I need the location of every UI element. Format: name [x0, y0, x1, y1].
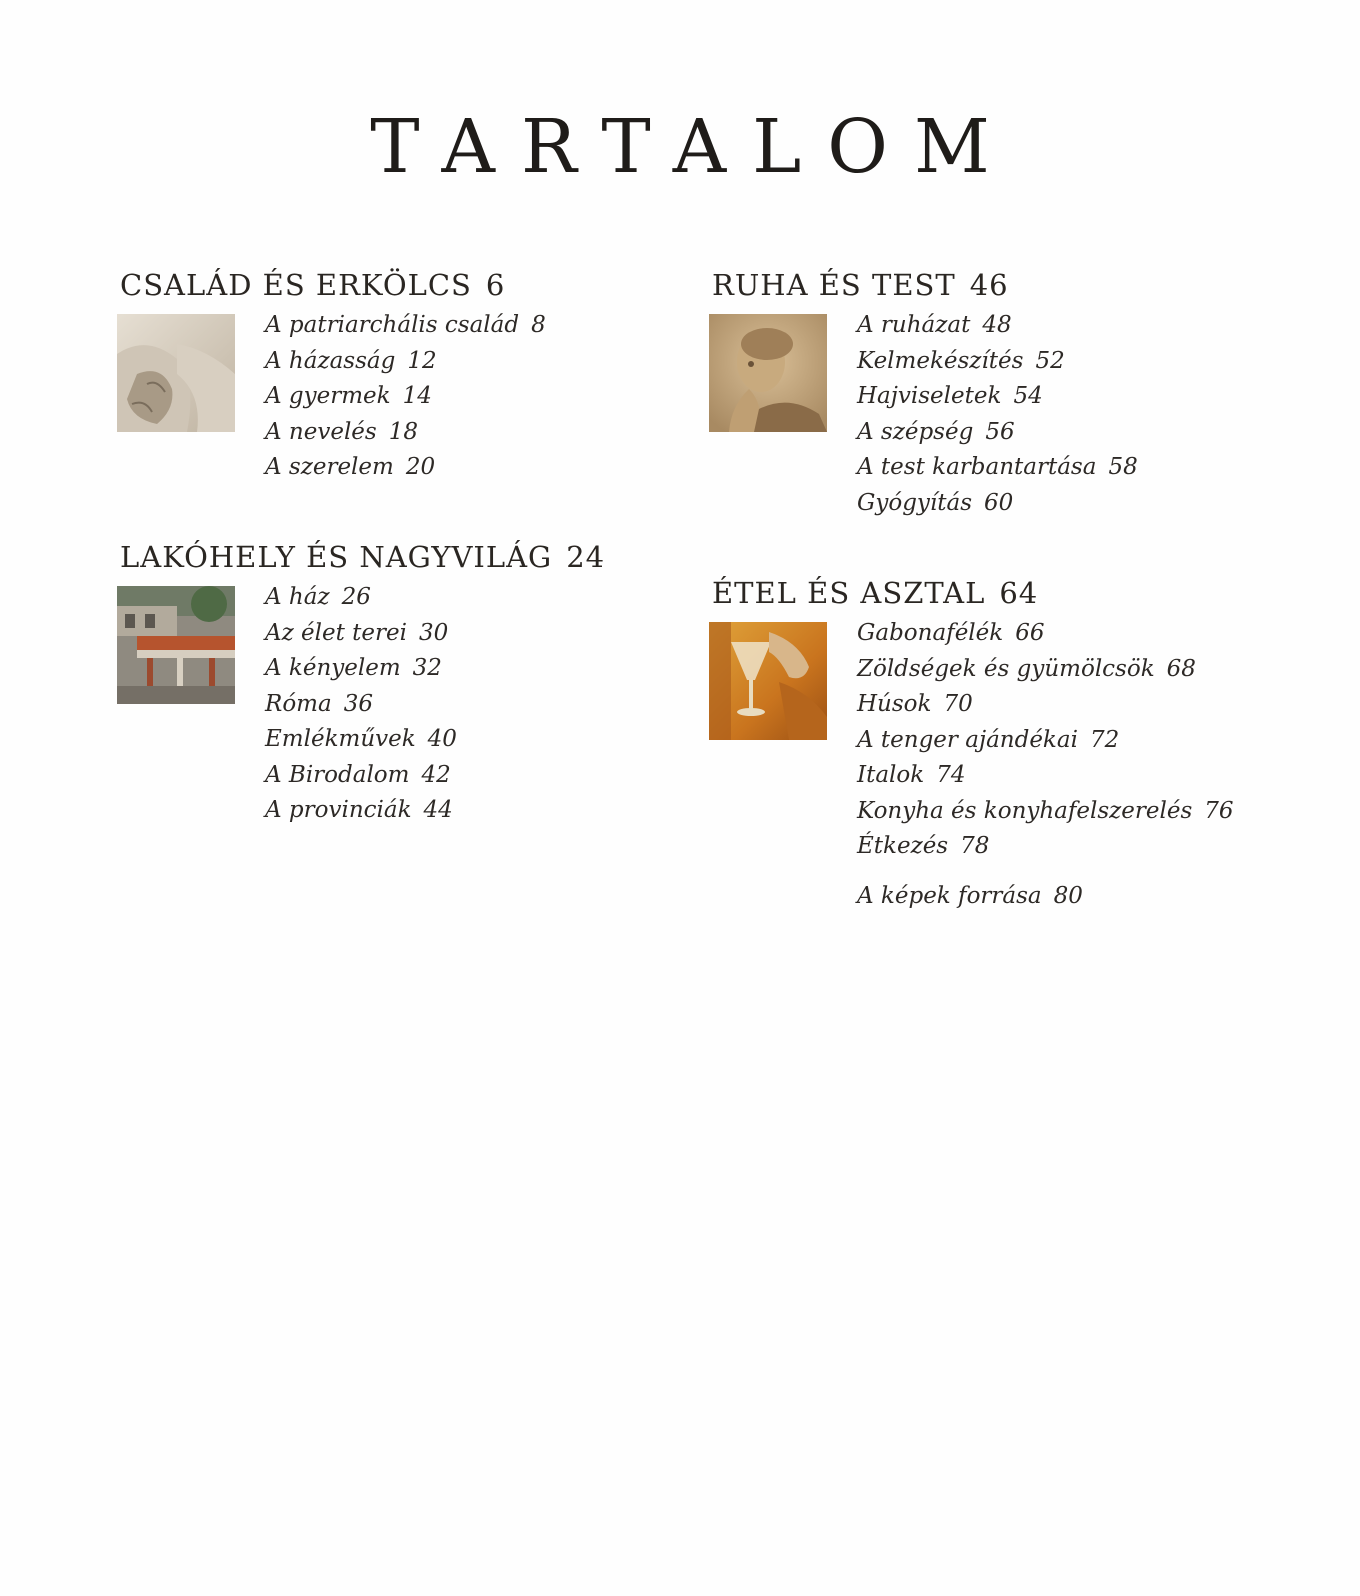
section-page-number: 24 [566, 540, 606, 574]
toc-item[interactable]: A szerelem 20 [265, 454, 436, 480]
section-page-number: 64 [999, 576, 1039, 610]
fresco-glass-thumbnail [709, 622, 827, 740]
section-heading[interactable] [120, 540, 605, 576]
marble-relief-thumbnail [117, 314, 235, 432]
toc-item[interactable]: A gyermek 14 [265, 383, 432, 409]
toc-section-etel [712, 576, 1234, 859]
toc-item[interactable]: A test karbantartása 58 [857, 454, 1138, 480]
toc-item[interactable]: Zöldségek és gyümölcsök 68 [857, 655, 1196, 682]
toc-item[interactable]: A provinciák 44 [265, 797, 453, 823]
toc-item[interactable]: A szépség 56 [857, 418, 1015, 445]
toc-item[interactable]: Emlékművek 40 [265, 726, 457, 752]
toc-item-credits[interactable]: A képek forrása 80 [857, 883, 1083, 909]
toc-item[interactable]: A nevelés 18 [265, 418, 419, 445]
toc-section-lakohely [120, 540, 606, 823]
toc-item[interactable]: Étkezés 78 [857, 833, 990, 859]
toc-item[interactable]: Gabonafélék 66 [857, 620, 1045, 646]
toc-item[interactable]: Hajviseletek 54 [857, 383, 1043, 409]
toc-item[interactable]: A házasság 12 [265, 347, 437, 374]
toc-section-csalad [120, 268, 546, 480]
toc-items [265, 580, 457, 829]
section-heading[interactable] [120, 268, 505, 304]
page-title: TARTALOM [370, 104, 1016, 190]
section-heading[interactable] [712, 576, 1038, 612]
toc-item[interactable]: Gyógyítás 60 [857, 489, 1014, 516]
section-title: CSALÁD ÉS ERKÖLCS [120, 268, 472, 302]
toc-item[interactable]: Italok 74 [857, 762, 966, 788]
toc-item[interactable]: Az élet terei 30 [265, 619, 449, 646]
toc-item[interactable]: Konyha és konyhafelszerelés 76 [857, 797, 1234, 824]
section-title: RUHA ÉS TEST [712, 268, 956, 302]
toc-item[interactable]: A Birodalom 42 [265, 761, 451, 788]
toc-item[interactable]: A ház 26 [265, 584, 371, 610]
toc-item[interactable]: A ruházat 48 [857, 312, 1012, 338]
toc-item[interactable]: A tenger ajándékai 72 [857, 726, 1120, 753]
toc-section-ruha [712, 268, 1138, 516]
roman-house-ruins-thumbnail [117, 586, 235, 704]
section-heading[interactable] [712, 268, 1009, 304]
toc-item[interactable]: A patriarchális család 8 [265, 312, 546, 338]
section-title: ÉTEL ÉS ASZTAL [712, 576, 986, 610]
toc-item[interactable]: Róma 36 [265, 690, 373, 717]
section-page-number: 46 [969, 268, 1009, 302]
toc-item[interactable]: Kelmekészítés 52 [857, 347, 1065, 374]
toc-items [857, 616, 1234, 865]
toc-items [265, 308, 546, 486]
section-page-number: 6 [485, 268, 506, 302]
toc-items [857, 308, 1138, 521]
portrait-relief-thumbnail [709, 314, 827, 432]
section-title: LAKÓHELY ÉS NAGYVILÁG [120, 540, 553, 574]
toc-item[interactable]: A kényelem 32 [265, 655, 442, 681]
toc-item[interactable]: Húsok 70 [857, 691, 973, 717]
